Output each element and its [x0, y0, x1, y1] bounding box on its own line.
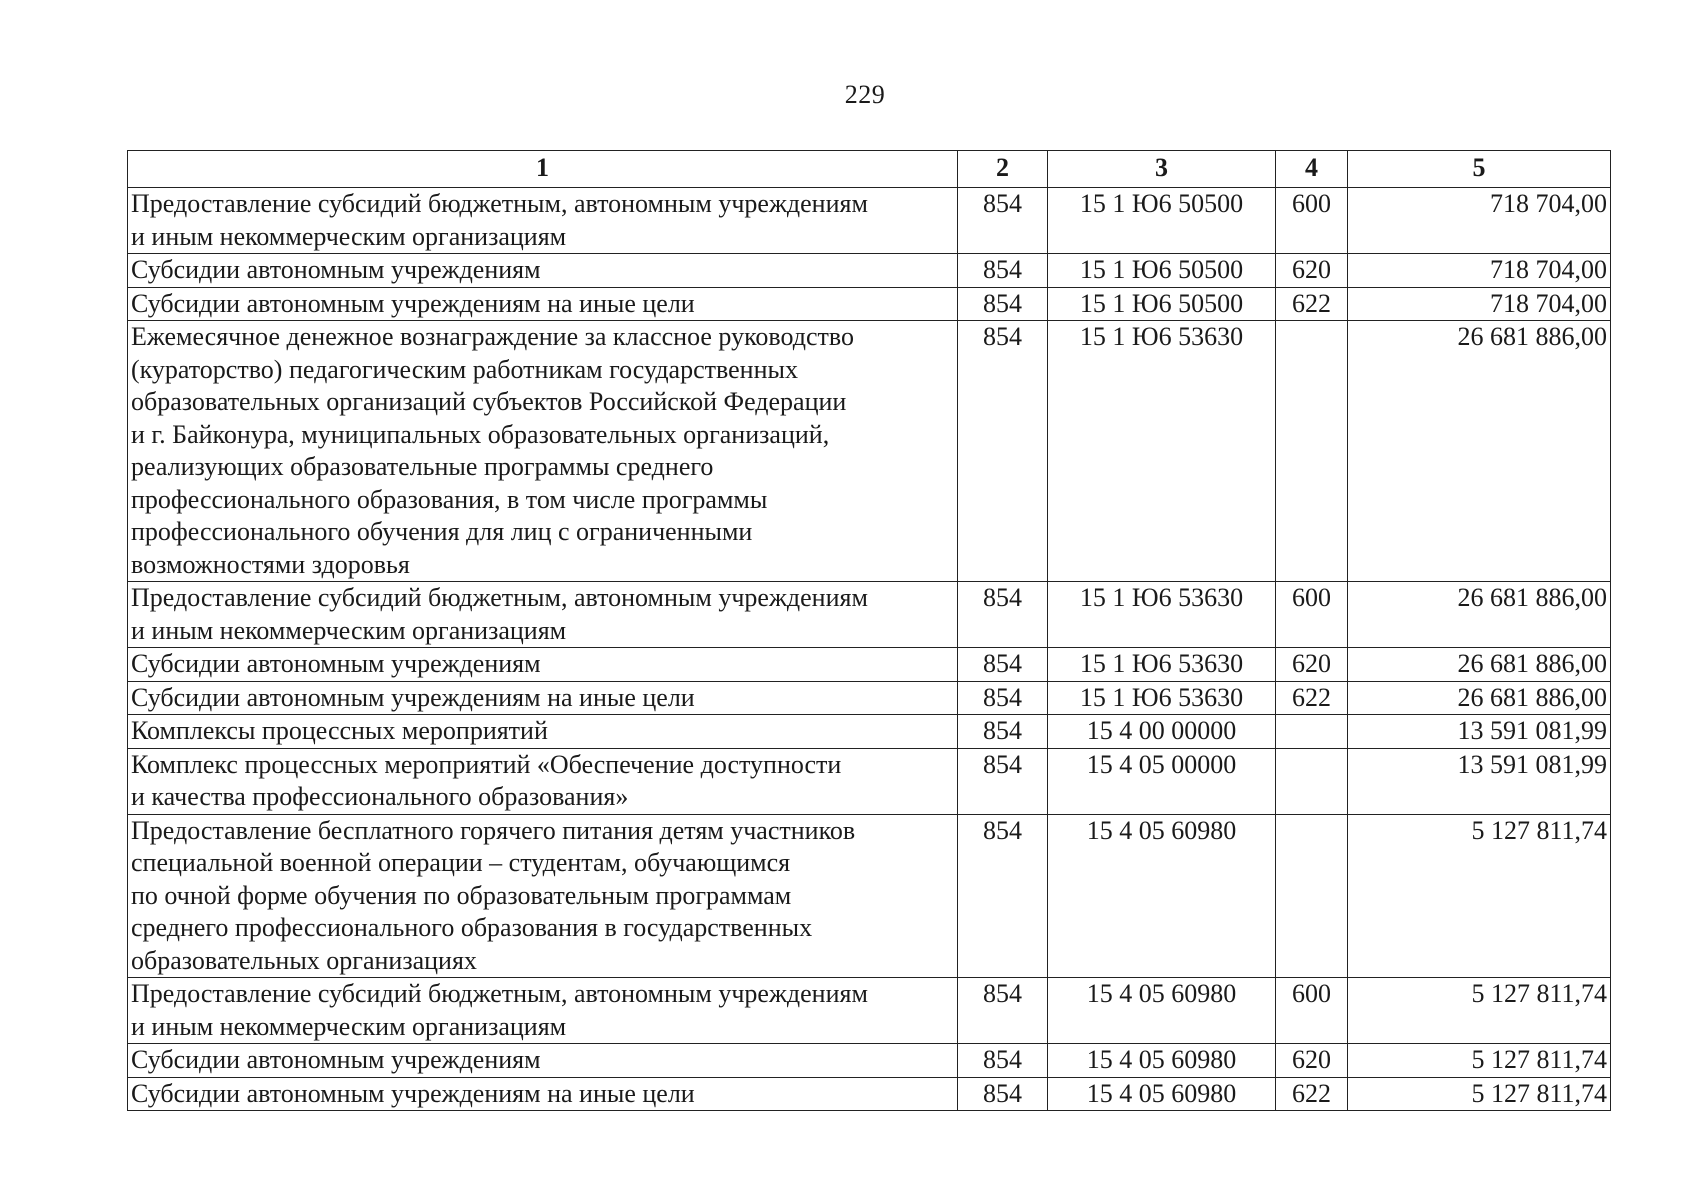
cell-name: Субсидии автономным учреждениям — [128, 648, 958, 682]
cell-ministry: 854 — [958, 681, 1048, 715]
cell-name: Предоставление субсидий бюджетным, автономным учреждениям и иным некоммерческим организациям — [128, 188, 958, 254]
cell-target: 15 1 Ю6 53630 — [1048, 321, 1276, 582]
cell-target: 15 1 Ю6 53630 — [1048, 681, 1276, 715]
cell-type — [1276, 748, 1348, 814]
table-row — [128, 188, 1611, 254]
cell-name: Предоставление бесплатного горячего питания детям участников специальной военной операции – студентам, обучающимся по очной форме обучения по образовательным программам среднего профессионального образования в государственных образовательных организациях — [128, 814, 958, 978]
cell-ministry: 854 — [958, 287, 1048, 321]
cell-target: 15 4 05 00000 — [1048, 748, 1276, 814]
budget-table — [127, 150, 1611, 1111]
cell-target: 15 1 Ю6 50500 — [1048, 188, 1276, 254]
table-row — [128, 254, 1611, 288]
cell-type: 622 — [1276, 681, 1348, 715]
cell-target: 15 4 05 60980 — [1048, 978, 1276, 1044]
cell-type: 620 — [1276, 1044, 1348, 1078]
cell-amount: 718 704,00 — [1348, 287, 1611, 321]
cell-ministry: 854 — [958, 582, 1048, 648]
cell-name: Субсидии автономным учреждениям на иные цели — [128, 287, 958, 321]
cell-name: Ежемесячное денежное вознаграждение за классное руководство (кураторство) педагогическим работникам государственных образовательных организаций субъектов Российской Федерации и г. Байконура, муниципальных образовательных организаций, реализующих образовательные программы среднего профессионального образования, в том числе программы профессионального обучения для лиц с ограниченными возможностями здоровья — [128, 321, 958, 582]
cell-target: 15 4 05 60980 — [1048, 1044, 1276, 1078]
cell-name: Предоставление субсидий бюджетным, автономным учреждениям и иным некоммерческим организациям — [128, 978, 958, 1044]
cell-name: Предоставление субсидий бюджетным, автономным учреждениям и иным некоммерческим организациям — [128, 582, 958, 648]
cell-type: 622 — [1276, 287, 1348, 321]
cell-type — [1276, 814, 1348, 978]
cell-ministry: 854 — [958, 321, 1048, 582]
cell-type: 620 — [1276, 254, 1348, 288]
cell-amount: 26 681 886,00 — [1348, 582, 1611, 648]
column-header-5: 5 — [1348, 151, 1611, 188]
cell-type — [1276, 321, 1348, 582]
cell-amount: 26 681 886,00 — [1348, 321, 1611, 582]
cell-ministry: 854 — [958, 254, 1048, 288]
cell-amount: 718 704,00 — [1348, 188, 1611, 254]
column-header-4: 4 — [1276, 151, 1348, 188]
column-header-2: 2 — [958, 151, 1048, 188]
cell-type: 600 — [1276, 188, 1348, 254]
cell-amount: 5 127 811,74 — [1348, 1044, 1611, 1078]
cell-amount: 13 591 081,99 — [1348, 715, 1611, 749]
column-header-3: 3 — [1048, 151, 1276, 188]
cell-target: 15 1 Ю6 53630 — [1048, 648, 1276, 682]
cell-ministry: 854 — [958, 814, 1048, 978]
page-number: 229 — [844, 80, 886, 109]
table-header-row — [128, 151, 1611, 188]
table-row — [128, 648, 1611, 682]
cell-ministry: 854 — [958, 1077, 1048, 1111]
table-row — [128, 715, 1611, 749]
table-row — [128, 681, 1611, 715]
cell-ministry: 854 — [958, 748, 1048, 814]
cell-ministry: 854 — [958, 715, 1048, 749]
table-row — [128, 321, 1611, 582]
table-row — [128, 748, 1611, 814]
table-row — [128, 1044, 1611, 1078]
cell-target: 15 1 Ю6 50500 — [1048, 254, 1276, 288]
column-header-1: 1 — [128, 151, 958, 188]
table-row — [128, 1077, 1611, 1111]
cell-type: 620 — [1276, 648, 1348, 682]
cell-name: Субсидии автономным учреждениям — [128, 1044, 958, 1078]
cell-amount: 26 681 886,00 — [1348, 648, 1611, 682]
cell-ministry: 854 — [958, 648, 1048, 682]
cell-amount: 718 704,00 — [1348, 254, 1611, 288]
table-row — [128, 978, 1611, 1044]
cell-name: Субсидии автономным учреждениям — [128, 254, 958, 288]
cell-name: Субсидии автономным учреждениям на иные цели — [128, 681, 958, 715]
cell-type: 600 — [1276, 978, 1348, 1044]
cell-type: 622 — [1276, 1077, 1348, 1111]
cell-target: 15 1 Ю6 53630 — [1048, 582, 1276, 648]
cell-name: Комплексы процессных мероприятий — [128, 715, 958, 749]
cell-ministry: 854 — [958, 978, 1048, 1044]
cell-amount: 5 127 811,74 — [1348, 978, 1611, 1044]
cell-name: Комплекс процессных мероприятий «Обеспечение доступности и качества профессионального образования» — [128, 748, 958, 814]
cell-target: 15 4 00 00000 — [1048, 715, 1276, 749]
cell-amount: 13 591 081,99 — [1348, 748, 1611, 814]
cell-amount: 5 127 811,74 — [1348, 1077, 1611, 1111]
cell-ministry: 854 — [958, 1044, 1048, 1078]
table-body — [128, 188, 1611, 1111]
cell-target: 15 4 05 60980 — [1048, 1077, 1276, 1111]
table-row — [128, 582, 1611, 648]
table-row — [128, 287, 1611, 321]
cell-name: Субсидии автономным учреждениям на иные цели — [128, 1077, 958, 1111]
cell-target: 15 1 Ю6 50500 — [1048, 287, 1276, 321]
cell-type — [1276, 715, 1348, 749]
cell-type: 600 — [1276, 582, 1348, 648]
cell-ministry: 854 — [958, 188, 1048, 254]
cell-amount: 26 681 886,00 — [1348, 681, 1611, 715]
cell-amount: 5 127 811,74 — [1348, 814, 1611, 978]
cell-target: 15 4 05 60980 — [1048, 814, 1276, 978]
table-row — [128, 814, 1611, 978]
